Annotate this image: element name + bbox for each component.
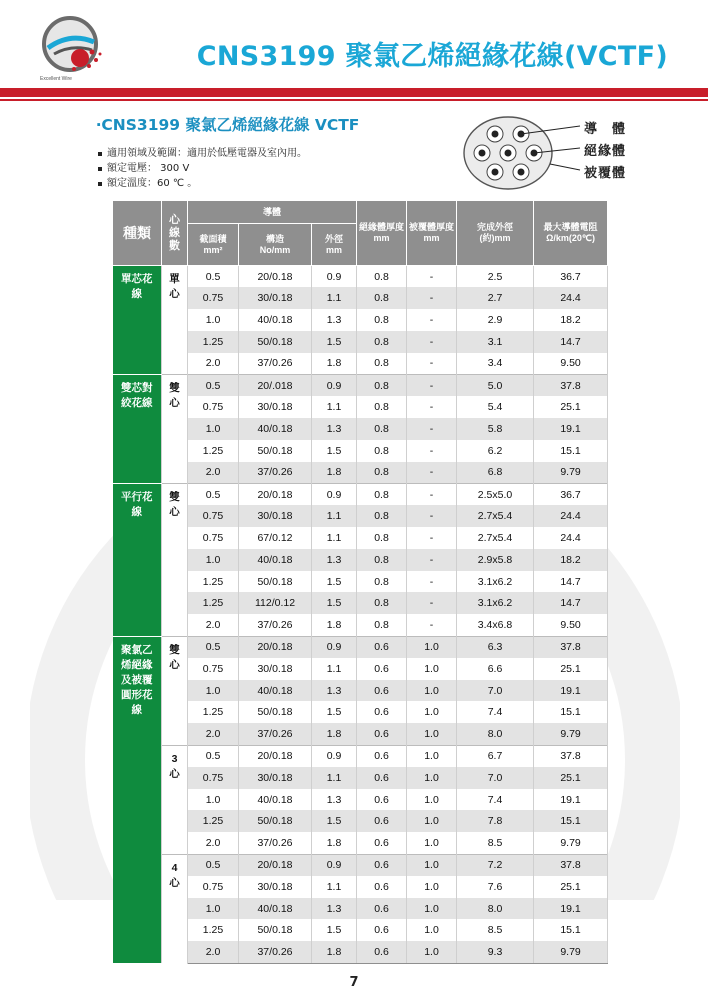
cell-od: 1.3 xyxy=(312,309,357,331)
table-row xyxy=(113,614,608,636)
table-row xyxy=(113,505,608,527)
cell-insulation: 0.6 xyxy=(357,789,407,811)
cell-od: 1.1 xyxy=(312,527,357,549)
cell-finish: 7.4 xyxy=(457,701,534,723)
table-row xyxy=(113,658,608,680)
cell-insulation: 0.8 xyxy=(357,505,407,527)
cell-structure: 30/0.18 xyxy=(239,658,312,680)
label-sheath: 被覆體 xyxy=(584,166,627,181)
cell-od: 1.5 xyxy=(312,701,357,723)
cell-resistance: 19.1 xyxy=(534,680,608,702)
table-row xyxy=(113,876,608,898)
cell-sheath: 1.0 xyxy=(407,832,457,854)
table-row xyxy=(113,571,608,593)
cell-sheath: 1.0 xyxy=(407,789,457,811)
label-conductor: 導 體 xyxy=(584,122,627,137)
cell-resistance: 15.1 xyxy=(534,919,608,941)
table-row xyxy=(113,832,608,854)
cell-insulation: 0.8 xyxy=(357,418,407,440)
cell-structure: 50/0.18 xyxy=(239,810,312,832)
cell-sheath: - xyxy=(407,592,457,614)
page-title: CNS3199 聚氯乙烯絕緣花線(VCTF) xyxy=(196,41,668,72)
cell-structure: 30/0.18 xyxy=(239,505,312,527)
cell-area: 0.75 xyxy=(188,876,239,898)
cell-structure: 112/0.12 xyxy=(239,592,312,614)
cell-area: 1.0 xyxy=(188,309,239,331)
cell-insulation: 0.6 xyxy=(357,876,407,898)
cell-sheath: 1.0 xyxy=(407,898,457,920)
cell-resistance: 24.4 xyxy=(534,505,608,527)
header-od: 外徑 mm xyxy=(312,224,357,266)
table-row xyxy=(113,331,608,353)
cell-area: 2.0 xyxy=(188,462,239,484)
table-row xyxy=(113,919,608,941)
cell-structure: 20/0.18 xyxy=(239,745,312,767)
cell-area: 0.75 xyxy=(188,527,239,549)
cell-insulation: 0.8 xyxy=(357,549,407,571)
cell-area: 1.25 xyxy=(188,592,239,614)
cell-structure: 20/0.18 xyxy=(239,636,312,658)
cell-structure: 40/0.18 xyxy=(239,898,312,920)
cell-od: 1.8 xyxy=(312,832,357,854)
cell-resistance: 24.4 xyxy=(534,527,608,549)
cell-structure: 30/0.18 xyxy=(239,876,312,898)
cell-resistance: 15.1 xyxy=(534,810,608,832)
section-title: ‧CNS3199 聚氯乙烯絕緣花線 VCTF xyxy=(96,116,360,134)
header-sheath: 被覆體厚度 mm xyxy=(407,201,457,266)
header-resistance: 最大導體電阻 Ω/km(20℃) xyxy=(534,201,608,266)
cell-sheath: 1.0 xyxy=(407,658,457,680)
header-rule xyxy=(0,88,708,97)
table-row xyxy=(113,440,608,462)
cell-finish: 7.8 xyxy=(457,810,534,832)
cell-insulation: 0.8 xyxy=(357,614,407,636)
cell-insulation: 0.6 xyxy=(357,898,407,920)
cell-sheath: 1.0 xyxy=(407,810,457,832)
cell-insulation: 0.6 xyxy=(357,941,407,963)
cell-finish: 6.2 xyxy=(457,440,534,462)
cell-resistance: 9.79 xyxy=(534,941,608,963)
cell-finish: 2.7x5.4 xyxy=(457,527,534,549)
cell-sheath: 1.0 xyxy=(407,745,457,767)
cell-finish: 7.2 xyxy=(457,854,534,876)
cell-od: 1.5 xyxy=(312,571,357,593)
cell-sheath: 1.0 xyxy=(407,680,457,702)
cell-finish: 2.5 xyxy=(457,266,534,288)
spec-bullets xyxy=(98,146,307,191)
cell-resistance: 15.1 xyxy=(534,701,608,723)
cell-structure: 30/0.18 xyxy=(239,287,312,309)
cell-area: 1.25 xyxy=(188,701,239,723)
cell-od: 1.5 xyxy=(312,810,357,832)
cell-od: 1.1 xyxy=(312,287,357,309)
cell-area: 1.0 xyxy=(188,898,239,920)
header-area: 截面積 mm² xyxy=(188,224,239,266)
cell-resistance: 25.1 xyxy=(534,658,608,680)
table-row xyxy=(113,549,608,571)
cell-structure: 37/0.26 xyxy=(239,614,312,636)
cell-finish: 9.3 xyxy=(457,941,534,963)
cell-od: 1.3 xyxy=(312,789,357,811)
cell-insulation: 0.8 xyxy=(357,527,407,549)
cell-finish: 3.4 xyxy=(457,353,534,375)
cell-insulation: 0.8 xyxy=(357,396,407,418)
table-row xyxy=(113,266,608,288)
cell-od: 1.8 xyxy=(312,353,357,375)
cell-insulation: 0.8 xyxy=(357,266,407,288)
cell-insulation: 0.8 xyxy=(357,374,407,396)
cell-finish: 7.0 xyxy=(457,767,534,789)
table-row xyxy=(113,701,608,723)
cell-resistance: 24.4 xyxy=(534,287,608,309)
cell-sheath: - xyxy=(407,440,457,462)
header-conductor: 導體 xyxy=(188,201,357,224)
cable-type-cell: 雙芯對絞花線 xyxy=(113,374,162,483)
table-row xyxy=(113,789,608,811)
cell-sheath: - xyxy=(407,418,457,440)
cell-sheath: - xyxy=(407,374,457,396)
table-row xyxy=(113,309,608,331)
cell-insulation: 0.6 xyxy=(357,832,407,854)
cell-structure: 40/0.18 xyxy=(239,309,312,331)
cell-finish: 8.5 xyxy=(457,832,534,854)
cell-structure: 30/0.18 xyxy=(239,767,312,789)
cell-finish: 6.8 xyxy=(457,462,534,484)
cable-diagram-icon xyxy=(460,112,660,194)
cell-od: 1.5 xyxy=(312,592,357,614)
cell-structure: 50/0.18 xyxy=(239,919,312,941)
header-rule-thin xyxy=(0,99,708,101)
cell-od: 0.9 xyxy=(312,854,357,876)
cell-resistance: 14.7 xyxy=(534,592,608,614)
cell-structure: 40/0.18 xyxy=(239,680,312,702)
cell-sheath: 1.0 xyxy=(407,767,457,789)
cell-finish: 3.4x6.8 xyxy=(457,614,534,636)
cell-sheath: - xyxy=(407,396,457,418)
cell-od: 1.8 xyxy=(312,723,357,745)
bullet-square-icon xyxy=(98,152,102,156)
cell-structure: 20/0.18 xyxy=(239,483,312,505)
table-row xyxy=(113,527,608,549)
cell-insulation: 0.8 xyxy=(357,592,407,614)
cell-resistance: 36.7 xyxy=(534,266,608,288)
cell-finish: 2.7x5.4 xyxy=(457,505,534,527)
cell-od: 1.1 xyxy=(312,658,357,680)
cell-od: 0.9 xyxy=(312,374,357,396)
cell-resistance: 19.1 xyxy=(534,418,608,440)
cell-sheath: 1.0 xyxy=(407,876,457,898)
cell-insulation: 0.8 xyxy=(357,309,407,331)
cell-area: 0.75 xyxy=(188,767,239,789)
cell-area: 1.0 xyxy=(188,549,239,571)
cell-area: 0.75 xyxy=(188,396,239,418)
cell-od: 0.9 xyxy=(312,745,357,767)
cell-sheath: - xyxy=(407,331,457,353)
cell-od: 1.1 xyxy=(312,876,357,898)
cell-resistance: 25.1 xyxy=(534,876,608,898)
table-row xyxy=(113,723,608,745)
cell-structure: 67/0.12 xyxy=(239,527,312,549)
cell-sheath: - xyxy=(407,614,457,636)
cell-od: 1.3 xyxy=(312,418,357,440)
cell-finish: 2.9 xyxy=(457,309,534,331)
core-count-cell: 4心 xyxy=(162,854,188,963)
cell-od: 1.5 xyxy=(312,440,357,462)
cell-od: 1.8 xyxy=(312,614,357,636)
cell-area: 2.0 xyxy=(188,832,239,854)
cell-structure: 37/0.26 xyxy=(239,832,312,854)
cell-area: 2.0 xyxy=(188,614,239,636)
cell-insulation: 0.6 xyxy=(357,636,407,658)
cell-od: 1.1 xyxy=(312,396,357,418)
label-insulation: 絕緣體 xyxy=(584,144,627,159)
table-row xyxy=(113,374,608,396)
cell-sheath: 1.0 xyxy=(407,723,457,745)
cell-resistance: 18.2 xyxy=(534,549,608,571)
cell-structure: 40/0.18 xyxy=(239,789,312,811)
cell-structure: 50/0.18 xyxy=(239,571,312,593)
cell-sheath: - xyxy=(407,287,457,309)
cell-od: 1.1 xyxy=(312,505,357,527)
cell-sheath: - xyxy=(407,549,457,571)
cell-finish: 3.1x6.2 xyxy=(457,571,534,593)
cell-finish: 2.7 xyxy=(457,287,534,309)
cell-structure: 37/0.26 xyxy=(239,462,312,484)
cell-sheath: - xyxy=(407,527,457,549)
cell-area: 0.75 xyxy=(188,505,239,527)
cell-finish: 2.5x5.0 xyxy=(457,483,534,505)
cell-od: 1.5 xyxy=(312,331,357,353)
cable-cross-section-diagram xyxy=(460,112,660,194)
cell-sheath: - xyxy=(407,505,457,527)
table-row xyxy=(113,396,608,418)
cell-od: 0.9 xyxy=(312,483,357,505)
header-type: 種類 xyxy=(113,201,162,266)
cell-od: 1.3 xyxy=(312,898,357,920)
table-row xyxy=(113,680,608,702)
cell-finish: 5.8 xyxy=(457,418,534,440)
cell-sheath: - xyxy=(407,462,457,484)
cell-insulation: 0.8 xyxy=(357,287,407,309)
cell-insulation: 0.6 xyxy=(357,701,407,723)
core-count-cell: 單心 xyxy=(162,266,188,375)
cell-finish: 6.7 xyxy=(457,745,534,767)
cell-insulation: 0.8 xyxy=(357,571,407,593)
cell-area: 1.25 xyxy=(188,331,239,353)
cell-finish: 7.0 xyxy=(457,680,534,702)
cable-type-cell: 單芯花線 xyxy=(113,266,162,375)
cell-resistance: 37.8 xyxy=(534,745,608,767)
table-row xyxy=(113,287,608,309)
cell-sheath: 1.0 xyxy=(407,701,457,723)
cell-finish: 5.0 xyxy=(457,374,534,396)
page-number: 7 xyxy=(349,975,359,990)
cell-finish: 8.0 xyxy=(457,898,534,920)
cell-finish: 6.3 xyxy=(457,636,534,658)
header-insulation: 絕緣體厚度 mm xyxy=(357,201,407,266)
cell-resistance: 15.1 xyxy=(534,440,608,462)
cell-area: 2.0 xyxy=(188,353,239,375)
cell-structure: 50/0.18 xyxy=(239,701,312,723)
cell-area: 1.0 xyxy=(188,418,239,440)
cell-finish: 5.4 xyxy=(457,396,534,418)
table-row xyxy=(113,898,608,920)
cell-resistance: 37.8 xyxy=(534,374,608,396)
cell-sheath: 1.0 xyxy=(407,941,457,963)
cell-structure: 37/0.26 xyxy=(239,353,312,375)
cell-insulation: 0.6 xyxy=(357,680,407,702)
cell-area: 0.75 xyxy=(188,658,239,680)
table-row xyxy=(113,462,608,484)
table-row xyxy=(113,636,608,658)
cell-sheath: - xyxy=(407,309,457,331)
cell-resistance: 37.8 xyxy=(534,636,608,658)
cell-structure: 40/0.18 xyxy=(239,549,312,571)
cell-insulation: 0.8 xyxy=(357,440,407,462)
cell-insulation: 0.8 xyxy=(357,331,407,353)
table-row xyxy=(113,941,608,963)
cell-area: 2.0 xyxy=(188,723,239,745)
cell-resistance: 9.50 xyxy=(534,353,608,375)
table-row xyxy=(113,810,608,832)
table-row xyxy=(113,854,608,876)
cell-structure: 50/0.18 xyxy=(239,331,312,353)
logo-text: Excellent Wire xyxy=(40,76,72,82)
cell-area: 1.25 xyxy=(188,810,239,832)
cell-insulation: 0.6 xyxy=(357,810,407,832)
cell-structure: 37/0.26 xyxy=(239,941,312,963)
cable-type-cell: 聚氯乙烯絕緣及被覆圓形花線 xyxy=(113,636,162,963)
cell-area: 0.5 xyxy=(188,745,239,767)
header-structure: 構造 No/mm xyxy=(239,224,312,266)
cell-sheath: 1.0 xyxy=(407,919,457,941)
cell-structure: 50/0.18 xyxy=(239,440,312,462)
cell-insulation: 0.6 xyxy=(357,658,407,680)
cell-finish: 8.5 xyxy=(457,919,534,941)
cell-finish: 3.1x6.2 xyxy=(457,592,534,614)
cell-structure: 30/0.18 xyxy=(239,396,312,418)
cell-area: 1.25 xyxy=(188,440,239,462)
cell-finish: 6.6 xyxy=(457,658,534,680)
cell-structure: 20/0.18 xyxy=(239,854,312,876)
cell-insulation: 0.8 xyxy=(357,483,407,505)
cell-sheath: 1.0 xyxy=(407,636,457,658)
bullet-square-icon xyxy=(98,167,102,171)
table-row xyxy=(113,483,608,505)
cell-finish: 2.9x5.8 xyxy=(457,549,534,571)
cell-resistance: 19.1 xyxy=(534,789,608,811)
cell-resistance: 25.1 xyxy=(534,396,608,418)
header-cores: 心線數 xyxy=(162,201,188,266)
cell-area: 1.0 xyxy=(188,789,239,811)
cell-od: 0.9 xyxy=(312,636,357,658)
core-count-cell: 3心 xyxy=(162,745,188,854)
cell-sheath: 1.0 xyxy=(407,854,457,876)
cell-od: 1.5 xyxy=(312,919,357,941)
table-row xyxy=(113,592,608,614)
cell-area: 0.5 xyxy=(188,854,239,876)
cell-resistance: 9.79 xyxy=(534,832,608,854)
core-count-cell: 雙心 xyxy=(162,374,188,483)
cell-finish: 8.0 xyxy=(457,723,534,745)
cell-finish: 3.1 xyxy=(457,331,534,353)
cell-structure: 37/0.26 xyxy=(239,723,312,745)
cell-od: 1.8 xyxy=(312,462,357,484)
table-row xyxy=(113,418,608,440)
cell-area: 0.5 xyxy=(188,266,239,288)
core-count-cell: 雙心 xyxy=(162,483,188,636)
cell-sheath: - xyxy=(407,353,457,375)
cell-insulation: 0.6 xyxy=(357,854,407,876)
table-row xyxy=(113,767,608,789)
cell-area: 1.0 xyxy=(188,680,239,702)
table-row xyxy=(113,353,608,375)
cell-resistance: 36.7 xyxy=(534,483,608,505)
cell-od: 0.9 xyxy=(312,266,357,288)
cable-type-cell: 平行花線 xyxy=(113,483,162,636)
cell-finish: 7.6 xyxy=(457,876,534,898)
cell-area: 1.25 xyxy=(188,919,239,941)
cell-resistance: 14.7 xyxy=(534,331,608,353)
cell-structure: 20/0.18 xyxy=(239,266,312,288)
cell-od: 1.3 xyxy=(312,680,357,702)
bullet-item: 額定電壓： 300 V xyxy=(98,161,307,176)
company-logo xyxy=(34,14,114,82)
cell-insulation: 0.6 xyxy=(357,767,407,789)
cell-area: 0.75 xyxy=(188,287,239,309)
cell-resistance: 19.1 xyxy=(534,898,608,920)
bullet-item: 適用領域及範圍：適用於低壓電器及室內用。 xyxy=(98,146,307,161)
cell-insulation: 0.6 xyxy=(357,723,407,745)
cell-resistance: 9.79 xyxy=(534,723,608,745)
cell-resistance: 37.8 xyxy=(534,854,608,876)
header-finish: 完成外徑 (約)mm xyxy=(457,201,534,266)
cell-od: 1.1 xyxy=(312,767,357,789)
cell-resistance: 9.50 xyxy=(534,614,608,636)
cell-resistance: 25.1 xyxy=(534,767,608,789)
cell-resistance: 18.2 xyxy=(534,309,608,331)
cell-insulation: 0.8 xyxy=(357,353,407,375)
cell-resistance: 9.79 xyxy=(534,462,608,484)
cell-resistance: 14.7 xyxy=(534,571,608,593)
bullet-square-icon xyxy=(98,182,102,186)
cell-od: 1.8 xyxy=(312,941,357,963)
table-row xyxy=(113,745,608,767)
cell-structure: 20/.018 xyxy=(239,374,312,396)
cell-insulation: 0.8 xyxy=(357,462,407,484)
bullet-item: 額定溫度：60 ℃ 。 xyxy=(98,176,307,191)
cell-insulation: 0.6 xyxy=(357,745,407,767)
cell-area: 1.25 xyxy=(188,571,239,593)
cell-insulation: 0.6 xyxy=(357,919,407,941)
cell-sheath: - xyxy=(407,266,457,288)
core-count-cell: 雙心 xyxy=(162,636,188,745)
cell-od: 1.3 xyxy=(312,549,357,571)
cell-area: 0.5 xyxy=(188,636,239,658)
cell-sheath: - xyxy=(407,571,457,593)
cell-area: 0.5 xyxy=(188,374,239,396)
cell-finish: 7.4 xyxy=(457,789,534,811)
cell-area: 0.5 xyxy=(188,483,239,505)
cell-area: 2.0 xyxy=(188,941,239,963)
cell-sheath: - xyxy=(407,483,457,505)
spec-table-body xyxy=(113,266,608,964)
cell-structure: 40/0.18 xyxy=(239,418,312,440)
spec-table xyxy=(112,200,608,964)
